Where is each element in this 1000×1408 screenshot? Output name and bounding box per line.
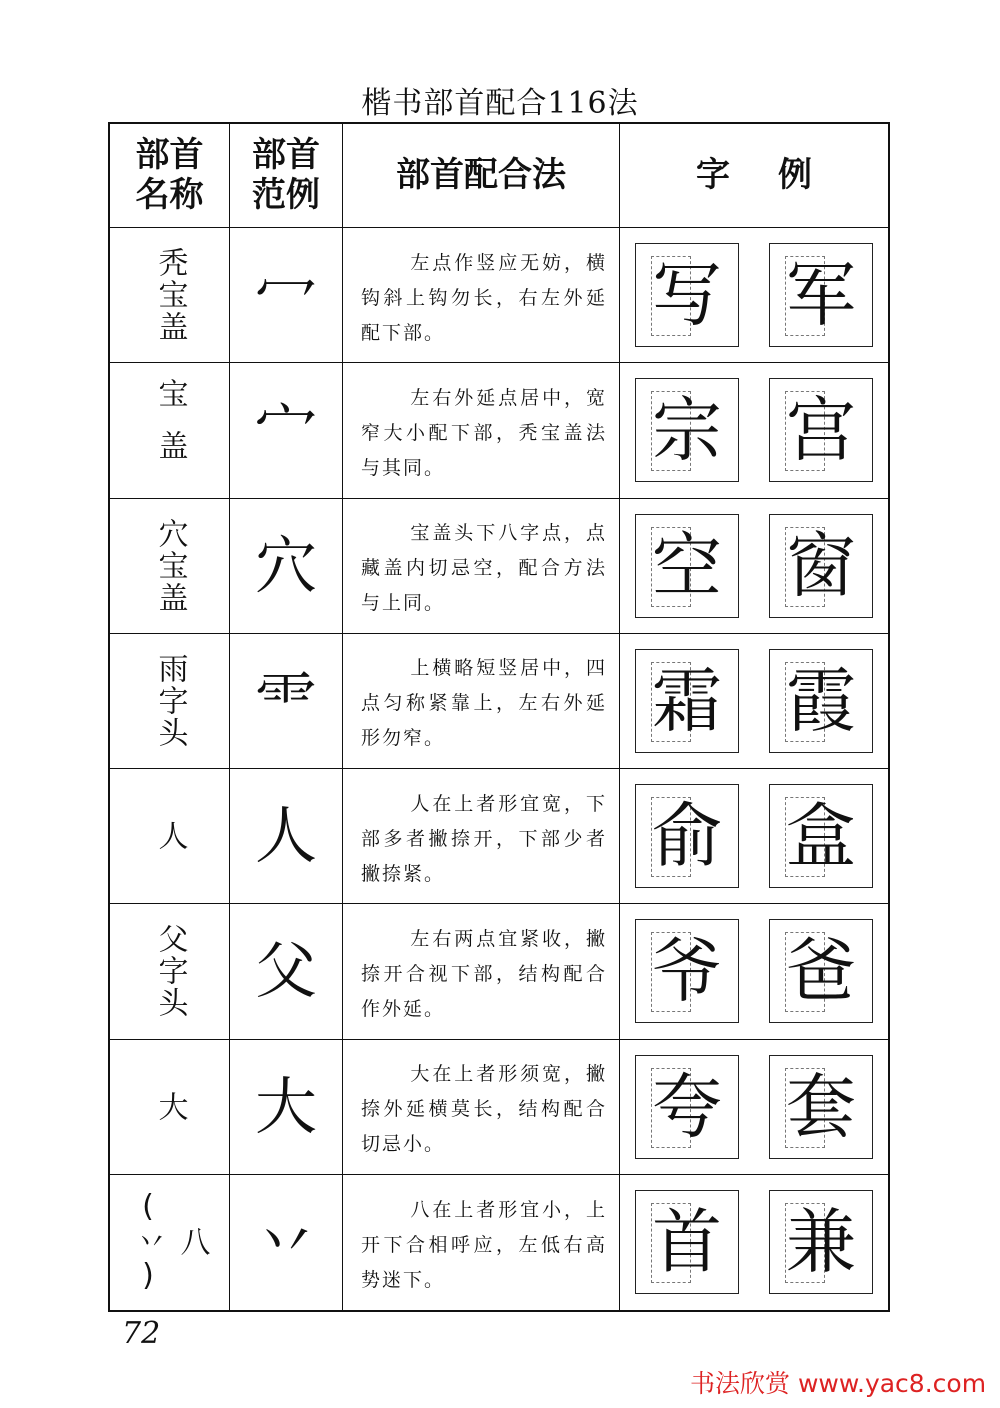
example-char: 写 <box>652 254 722 337</box>
method-cell <box>343 634 620 769</box>
example-char: 兼 <box>786 1201 856 1284</box>
example-box <box>635 514 739 618</box>
method-text: 上横略短竖居中，四点匀称紧靠上，左右外延形勿窄。 <box>361 657 607 750</box>
method-text: 左点作竖应无妨，横钩斜上钩勿长，右左外延配下部。 <box>361 251 607 344</box>
page-title: 楷书部首配合116法 <box>361 86 639 121</box>
radical-sample: 宀 <box>254 393 317 467</box>
radical-name: 大 <box>152 1090 188 1123</box>
radical-name: 秃宝盖 <box>152 247 188 344</box>
header-examples: 字例 <box>696 154 860 195</box>
radical-sample-cell <box>230 1175 343 1310</box>
example-box <box>635 1055 739 1159</box>
method-text: 八在上者形宜小，上开下合相呼应，左低右高势迷下。 <box>361 1198 607 1291</box>
example-char: 军 <box>786 254 856 337</box>
examples-cell <box>620 363 888 498</box>
example-box <box>635 919 739 1023</box>
radical-name-cell <box>110 363 230 498</box>
page-number: 72 <box>122 1316 161 1351</box>
example-box <box>635 243 739 347</box>
radical-name-cell <box>110 769 230 904</box>
radical-sample-cell <box>230 634 343 769</box>
example-char: 宗 <box>652 389 722 472</box>
example-box <box>769 919 873 1023</box>
examples-cell <box>620 1175 888 1310</box>
example-box <box>635 784 739 888</box>
examples-cell <box>620 228 888 363</box>
example-box <box>769 784 873 888</box>
method-text: 人在上者形宜宽，下部多者撇捺开，下部少者撇捺紧。 <box>361 792 607 885</box>
examples-cell <box>620 499 888 634</box>
radical-sample: 大 <box>254 1069 317 1143</box>
radical-name-cell <box>110 634 230 769</box>
example-char: 宫 <box>786 389 856 472</box>
radical-name-cell <box>110 228 230 363</box>
site-watermark: 书法欣赏 www.yac8.com <box>690 1369 987 1398</box>
radical-name: 八(丷) <box>130 1189 210 1296</box>
example-char: 爸 <box>786 930 856 1013</box>
radical-name-cell <box>110 904 230 1039</box>
example-box <box>769 514 873 618</box>
method-cell <box>343 499 620 634</box>
method-cell <box>343 228 620 363</box>
radical-sample: ⻗ <box>254 663 317 737</box>
radical-name: 父字头 <box>152 923 188 1020</box>
example-char: 夸 <box>652 1065 722 1148</box>
radical-sample: 穴 <box>254 528 317 602</box>
header-name-cell <box>110 124 230 228</box>
example-box <box>769 1055 873 1159</box>
radical-sample-cell <box>230 904 343 1039</box>
radical-name: 雨字头 <box>152 652 188 749</box>
radical-sample-cell <box>230 499 343 634</box>
method-cell <box>343 1040 620 1175</box>
radical-name-cell <box>110 1175 230 1310</box>
example-char: 俞 <box>652 795 722 878</box>
method-text: 宝盖头下八字点，点藏盖内切忌空，配合方法与上同。 <box>361 522 607 615</box>
example-char: 空 <box>652 524 722 607</box>
radical-sample: 父 <box>254 934 317 1008</box>
header-examples-cell <box>620 124 888 228</box>
radical-name: 宝盖 <box>152 378 188 483</box>
example-char: 首 <box>652 1201 722 1284</box>
example-char: 盒 <box>786 795 856 878</box>
radical-name-cell <box>110 499 230 634</box>
example-box <box>635 1190 739 1294</box>
radical-sample: 冖 <box>254 258 317 332</box>
examples-cell <box>620 769 888 904</box>
method-cell <box>343 769 620 904</box>
method-cell <box>343 904 620 1039</box>
header-name: 部首 名称 <box>135 135 204 215</box>
header-sample-cell <box>230 124 343 228</box>
radical-table <box>108 122 890 1312</box>
header-method: 部首配合法 <box>396 154 566 195</box>
radical-name: 人 <box>152 820 188 853</box>
method-cell <box>343 363 620 498</box>
radical-sample-cell <box>230 228 343 363</box>
radical-sample-cell <box>230 1040 343 1175</box>
radical-name-cell <box>110 1040 230 1175</box>
example-char: 爷 <box>652 930 722 1013</box>
radical-sample-cell <box>230 769 343 904</box>
radical-sample: 丷 <box>254 1205 317 1279</box>
example-box <box>769 243 873 347</box>
example-char: 霜 <box>652 659 722 742</box>
method-text: 左右两点宜紧收，撇捺开合视下部，结构配合作外延。 <box>361 927 607 1020</box>
example-char: 套 <box>786 1065 856 1148</box>
method-cell <box>343 1175 620 1310</box>
example-char: 霞 <box>786 659 856 742</box>
radical-name: 穴宝盖 <box>152 517 188 614</box>
example-box <box>635 649 739 753</box>
header-method-cell <box>343 124 620 228</box>
example-box <box>769 649 873 753</box>
examples-cell <box>620 634 888 769</box>
method-text: 大在上者形须宽，撇捺外延横莫长，结构配合切忌小。 <box>361 1063 607 1156</box>
example-box <box>769 1190 873 1294</box>
examples-cell <box>620 904 888 1039</box>
example-box <box>769 378 873 482</box>
header-sample: 部首 范例 <box>252 135 320 215</box>
example-char: 窗 <box>786 524 856 607</box>
radical-sample-cell <box>230 363 343 498</box>
example-box <box>635 378 739 482</box>
examples-cell <box>620 1040 888 1175</box>
radical-sample: 人 <box>254 799 317 873</box>
method-text: 左右外延点居中，宽窄大小配下部，秃宝盖法与其同。 <box>361 386 607 479</box>
